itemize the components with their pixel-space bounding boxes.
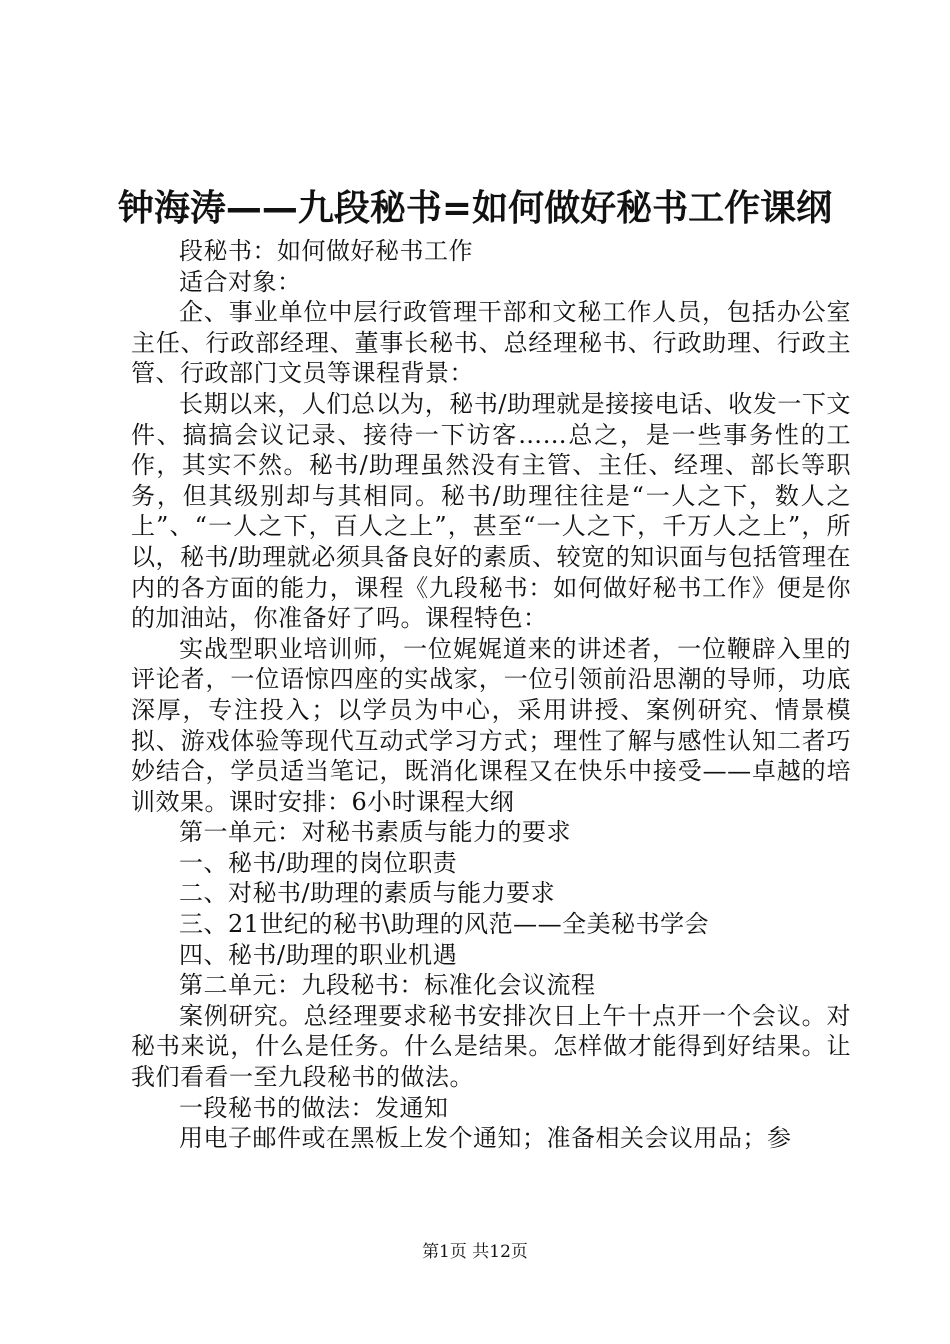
paragraph: 用电子邮件或在黑板上发个通知；准备相关会议用品；参: [179, 1124, 792, 1153]
paragraph: 段秘书：如何做好秘书工作: [179, 237, 473, 265]
paragraph: 三、21世纪的秘书\助理的风范——全美秘书学会: [179, 910, 710, 939]
paragraph: 案例研究。总经理要求秘书安排次日上午十点开一个会议。对秘书来说，什么是任务。什么是结果。怎样做才能得到好结果。让我们看看一至九段秘书的做法。: [131, 1001, 851, 1092]
paragraph: 一段秘书的做法：发通知: [179, 1093, 449, 1122]
page-footer: 第1页 共12页: [422, 1242, 528, 1262]
paragraph: 第二单元：九段秘书：标准化会议流程: [179, 971, 596, 1000]
document-body: [131, 236, 851, 1154]
paragraph: 二、对秘书/助理的素质与能力要求: [179, 879, 556, 908]
paragraph: 一、秘书/助理的岗位职责: [179, 848, 458, 877]
paragraph: 长期以来，人们总以为，秘书/助理就是接接电话、收发一下文件、搞搞会议记录、接待一下访客……总之，是一些事务性的工作，其实不然。秘书/助理虽然没有主管、主任、经理、部长等职务，但其级别却与其相同。秘书/助理往往是“一人之下，数人之上”、“一人之下，百人之上”，甚至“一人之下，千万人之上”，所以，秘书/助理就必须具备良好的素质、较宽的知识面与包括管理在内的各方面的能力，课程《九段秘书：如何做好秘书工作》便是你的加油站，你准备好了吗。课程特色：: [131, 389, 851, 633]
paragraph: 四、秘书/助理的职业机遇: [179, 940, 458, 969]
paragraph: 企、事业单位中层行政管理干部和文秘工作人员，包括办公室主任、行政部经理、董事长秘书、总经理秘书、行政助理、行政主管、行政部门文员等课程背景：: [131, 298, 851, 388]
paragraph: 适合对象：: [179, 267, 302, 296]
page-title: 钟海涛——九段秘书=如何做好秘书工作课纲: [117, 188, 833, 229]
paragraph: 第一单元：对秘书素质与能力的要求: [179, 818, 571, 847]
paragraph: 实战型职业培训师，一位娓娓道来的讲述者，一位鞭辟入里的评论者，一位语惊四座的实战家，一位引领前沿思潮的导师，功底深厚，专注投入；以学员为中心，采用讲授、案例研究、情景模拟、游戏体验等现代互动式学习方式；理性了解与感性认知二者巧妙结合，学员适当笔记，既消化课程又在快乐中接受——卓越的培训效果。课时安排：6小时课程大纲: [131, 634, 851, 816]
